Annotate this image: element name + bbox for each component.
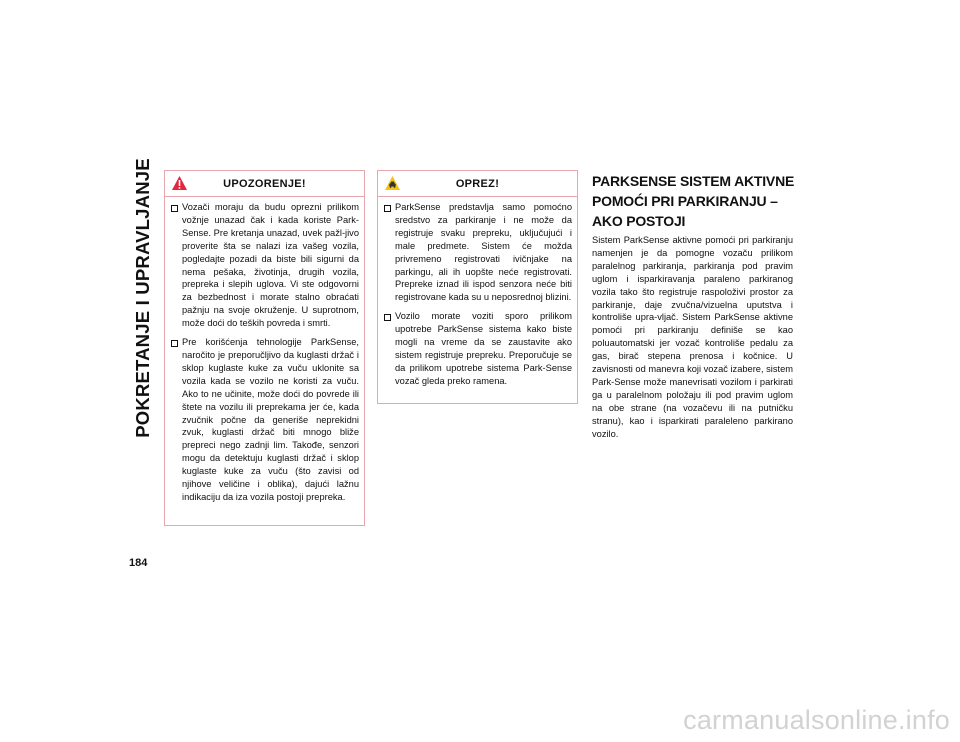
caution-item <box>384 310 572 387</box>
warning-box-body <box>165 197 364 504</box>
warning-box-title: UPOZORENJE! <box>223 177 306 190</box>
caution-box-header <box>378 171 577 197</box>
warning-box-header <box>165 171 364 197</box>
section-paragraph: Sistem ParkSense aktivne pomoći pri parkiranju namenjen je da pomogne vozaču prilikom paralelnog parkiranja, parkiranja pod pravim uglom i isparkiravanja paraleno parkiranog vozila tako što registruje raspoloživi prostor za parkiranje, daje zvučna/vizuelna uputstva i kontroliše upra-vljač. Sistem ParkSense aktivne pomoći pri parkiranju definiše se kao poluautomatski jer vozač kontroliše pedalu za gas, birač stepena prenosa i kočnice. U zavisnosti od manevra koji vozač izabere, sistem Park-Sense može manevrisati vozilom i parkirati ga u paralelnom položaju ili pod pravim uglom na obe strane (na vozačevu ili na putničku stranu), kao i isparkirati paraleleno parkirano vozilo. <box>592 235 793 439</box>
warning-triangle-icon <box>171 175 188 191</box>
caution-box-title: OPREZ! <box>455 177 500 190</box>
caution-box-body <box>378 197 577 388</box>
warning-box <box>164 170 365 526</box>
page-number: 184 <box>129 557 148 569</box>
caution-item-text: ParkSense predstavlja samo pomoćno sredstvo za parkiranje i ne može da registruje svaku prepreku, uključujući i male predmete. Sistem će možda privremeno registrovati ivičnjake na parkingu, ali ih uopšte neće registrovati. Prepreke iznad ili ispod senzora neće biti registrovane kada su u neposrednoj blizini. <box>395 202 572 303</box>
checkbox-bullet-icon <box>171 205 178 212</box>
chapter-title: POKRETANJE I UPRAVLJANJE <box>132 158 154 438</box>
checkbox-bullet-icon <box>171 340 178 347</box>
warning-item-text: Vozači moraju da budu oprezni prilikom vožnje unazad čak i kada koriste Park-Sense. Pre kretanja unazad, uvek pažl-jivo proverite šta se nalazi iza vašeg vozila, pogledajte pozadi da biste bili sigurni da nema pešaka, životinja, drugih vozila, prepreka i slepih uglova. Vi ste odgovorni za bezbednost i morate stalno obraćati pažnju na svoje okruženje. U suprotnom, može doći do teških povreda i smrti. <box>182 202 359 329</box>
checkbox-bullet-icon <box>384 314 391 321</box>
caution-item <box>384 201 572 304</box>
site-watermark: carmanualsonline.info <box>683 705 950 735</box>
caution-box <box>377 170 578 404</box>
caution-car-icon <box>384 175 401 191</box>
warning-item <box>171 336 359 504</box>
caution-item-text: Vozilo morate voziti sporo prilikom upotrebe ParkSense sistema kako biste mogli na vreme da se zaustavite ako sistem registruje prepreku. Preporučuje se da prilikom upotrebe sistema Park-Sense vozač gleda preko ramena. <box>395 311 572 386</box>
chapter-side-tab <box>128 158 158 438</box>
section-heading: PARKSENSE SISTEM AKTIVNE POMOĆI PRI PARKIRANJU – AKO POSTOJI <box>592 173 795 229</box>
checkbox-bullet-icon <box>384 205 391 212</box>
warning-item <box>171 201 359 330</box>
warning-item-text: Pre korišćenja tehnologije ParkSense, naročito je preporučljivo da kuglasti držač i sklop kuglaste kuke za vuču uklonite sa vozila kada se vozilo ne koristi za vuču. Ako to ne učinite, može doći do povrede ili štete na vozilu ili preprekama jer će, kada zvučnik počne da generiše neprekidni zvuk, kuglasti držač biti mnogo bliže prepreci nego zadnji lim. Takođe, senzori mogu da detektuju kuglasti držač i sklop kuglaste kuke za vuču (što zavisi od njihove veličine i oblika), dajući lažnu indikaciju da iza vozila postoji prepreka. <box>182 337 359 502</box>
